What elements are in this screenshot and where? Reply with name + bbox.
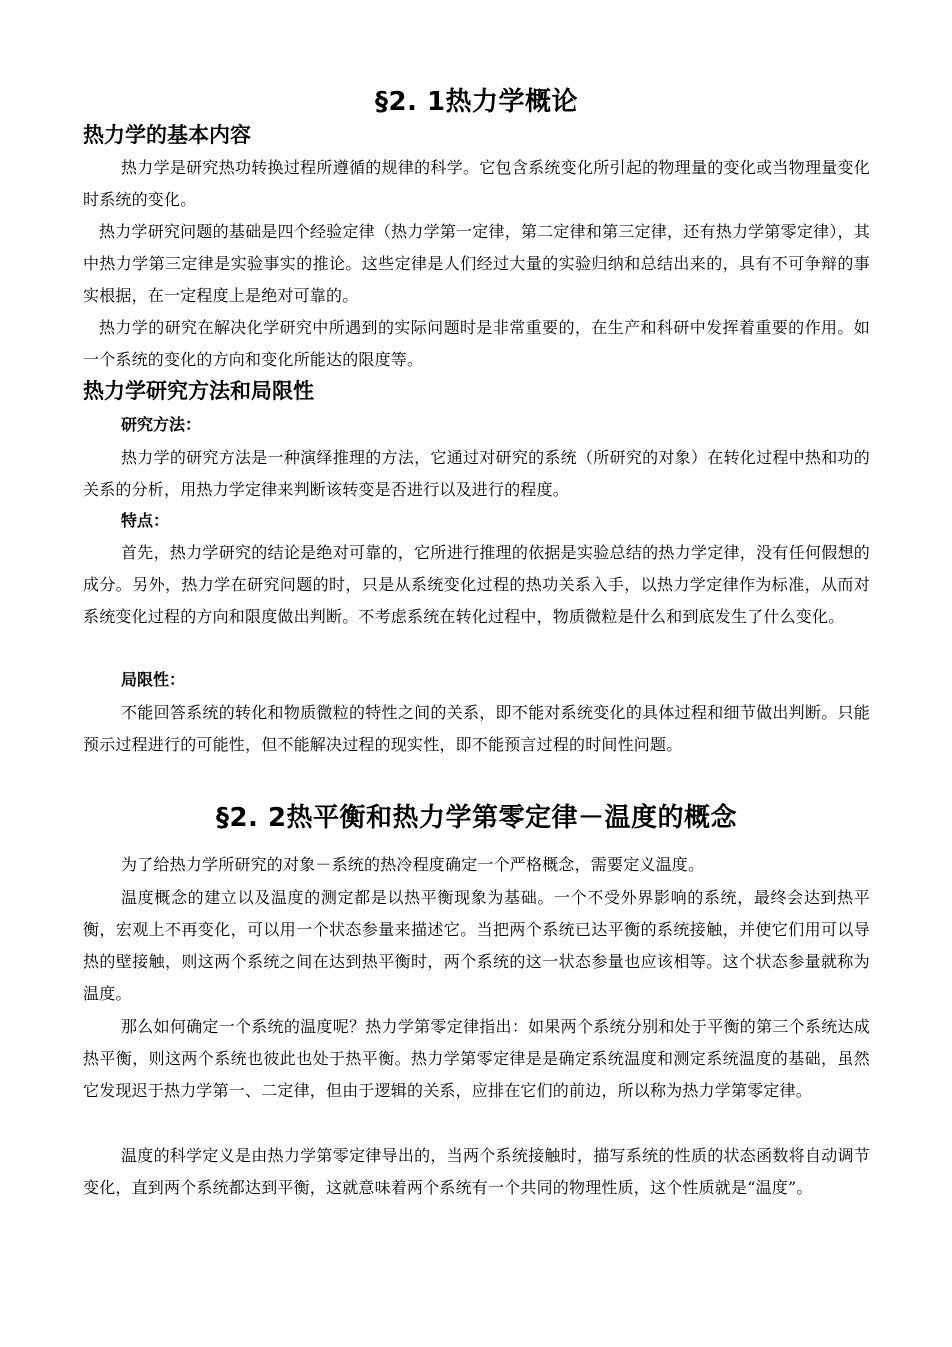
label-features: 特点： [121, 511, 170, 530]
section-1-title: §2. 1热力学概论 [374, 87, 579, 117]
paragraph-limitations: 不能回答系统的转化和物质微粒的特性之间的关系，即不能对系统变化的具体过程和细节做出判断。只能预示过程进行的可能性，但不能解决过程的现实性，即不能预言过程的时间性问题。 [83, 703, 870, 754]
paragraph-basic-content-2: 热力学研究问题的基础是四个经验定律（热力学第一定律，第二定律和第三定律，还有热力学第零定律），其中热力学第三定律是实验事实的推论。这些定律是人们经过大量的实验归纳和总结出来的，具有不可争辩的事实根据，在一定程度上是绝对可靠的。 [83, 222, 870, 305]
paragraph-basic-content-3: 热力学的研究在解决化学研究中所遇到的实际问题时是非常重要的，在生产和科研中发挥着重要的作用。如一个系统的变化的方向和变化所能达的限度等。 [83, 318, 870, 369]
label-limitations: 局限性： [121, 670, 186, 689]
heading-methods-limitations: 热力学研究方法和局限性 [83, 379, 314, 403]
paragraph-temperature-2: 温度概念的建立以及温度的测定都是以热平衡现象为基础。一个不受外界影响的系统，最终会达到热平衡，宏观上不再变化，可以用一个状态参量来描述它。当把两个系统已达平衡的系统接触，并使它们用可以导热的壁接触，则这两个系统之间在达到热平衡时，两个系统的这一状态参量也应该相等。这个状态参量就称为温度。 [83, 888, 870, 1003]
paragraph-temperature-1: 为了给热力学所研究的对象－系统的热冷程度确定一个严格概念，需要定义温度。 [121, 855, 705, 874]
heading-basic-content: 热力学的基本内容 [83, 123, 251, 147]
paragraph-research-method: 热力学的研究方法是一种演绎推理的方法，它通过对研究的系统（所研究的对象）在转化过程中热和功的关系的分析，用热力学定律来判断该转变是否进行以及进行的程度。 [83, 448, 870, 499]
paragraph-basic-content-1: 热力学是研究热功转换过程所遵循的规律的科学。它包含系统变化所引起的物理量的变化或当物理量变化时系统的变化。 [83, 158, 870, 209]
paragraph-temperature-3: 那么如何确定一个系统的温度呢？热力学第零定律指出：如果两个系统分别和处于平衡的第三个系统达成热平衡，则这两个系统也彼此也处于热平衡。热力学第零定律是是确定系统温度和测定系统温度的基础，虽然它发现迟于热力学第一、二定律，但由于逻辑的关系，应排在它们的前边，所以称为热力学第零定律。 [83, 1017, 870, 1100]
paragraph-features: 首先，热力学研究的结论是绝对可靠的，它所进行推理的依据是实验总结的热力学定律，没有任何假想的成分。另外，热力学在研究问题的时，只是从系统变化过程的热功关系入手，以热力学定律作为标准，从而对系统变化过程的方向和限度做出判断。不考虑系统在转化过程中，物质微粒是什么和到底发生了什么变化。 [83, 543, 870, 626]
section-2-title: §2. 2热平衡和热力学第零定律－温度的概念 [215, 803, 738, 833]
label-research-method: 研究方法： [121, 415, 202, 434]
paragraph-temperature-4: 温度的科学定义是由热力学第零定律导出的，当两个系统接触时，描写系统的性质的状态函数将自动调节变化，直到两个系统都达到平衡，这就意味着两个系统有一个共同的物理性质，这个性质就是“温度”。 [83, 1146, 870, 1197]
